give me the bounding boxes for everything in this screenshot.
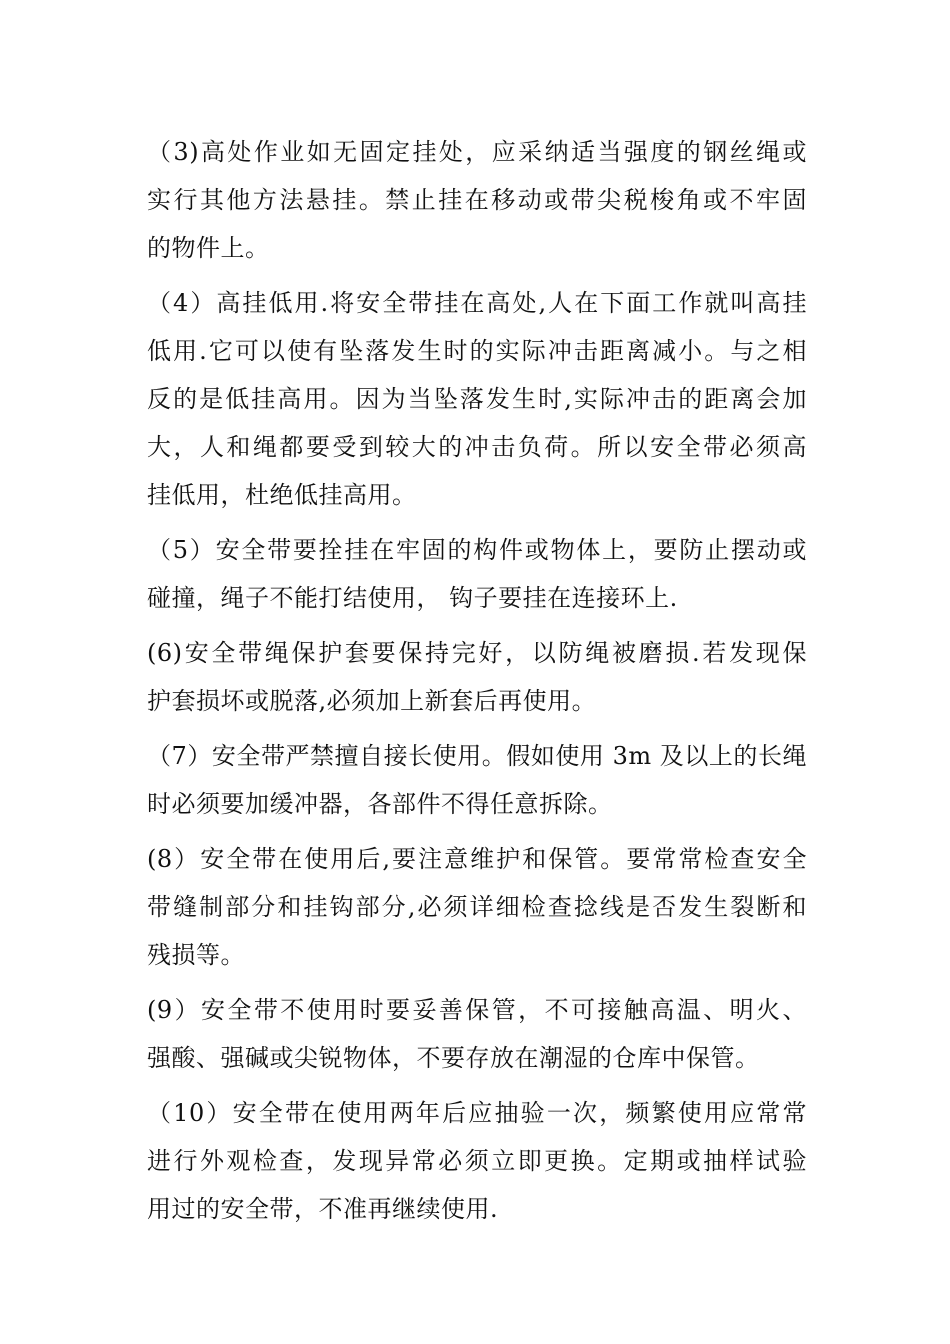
paragraph-line: (8）安全带在使用后,要注意维护和保管。要常常检查安全: [147, 845, 807, 873]
paragraph-line: 实行其他方法悬挂。禁止挂在移动或带尖税梭角或不牢固: [147, 186, 807, 214]
paragraph-line: 低用.它可以使有坠落发生时的实际冲击距离减小。与之相: [147, 337, 807, 365]
paragraph-item-6: [147, 629, 807, 725]
paragraph-line: (6)安全带绳保护套要保持完好，以防绳被磨损.若发现保: [147, 639, 807, 667]
paragraph-line: 强酸、强碱或尖锐物体，不要存放在潮湿的仓库中保管。: [147, 1044, 760, 1072]
paragraph-line: 残损等。: [147, 941, 245, 969]
paragraph-line: 带缝制部分和挂钩部分,必须详细检查捻线是否发生裂断和: [147, 893, 807, 921]
paragraph-line: 时必须要加缓冲器，各部件不得任意拆除。: [147, 790, 613, 818]
paragraph-item-7: [147, 732, 807, 828]
paragraph-line: 用过的安全带，不准再继续使用.: [147, 1195, 499, 1223]
paragraph-line: （5）安全带要拴挂在牢固的构件或物体上，要防止摆动或: [147, 536, 807, 564]
paragraph-line: 碰撞，绳子不能打结使用， 钩子要挂在连接环上.: [147, 584, 678, 612]
paragraph-line: 反的是低挂高用。因为当坠落发生时,实际冲击的距离会加: [147, 385, 807, 413]
paragraph-line: (9）安全带不使用时要妥善保管，不可接触高温、明火、: [147, 996, 807, 1024]
paragraph-line: 护套损坏或脱落,必须加上新套后再使用。: [147, 687, 597, 715]
paragraph-line: （3)高处作业如无固定挂处，应采纳适当强度的钢丝绳或: [147, 138, 807, 166]
paragraph-item-4: [147, 279, 807, 519]
paragraph-line: 大，人和绳都要受到较大的冲击负荷。所以安全带必须高: [147, 433, 807, 461]
paragraph-item-3: [147, 128, 807, 272]
paragraph-line: 挂低用，杜绝低挂高用。: [147, 481, 417, 509]
paragraph-item-9: [147, 986, 807, 1082]
paragraph-line: 的物件上。: [147, 234, 270, 262]
paragraph-line: （7）安全带严禁擅自接长使用。假如使用 3m 及以上的长绳: [147, 742, 807, 770]
document-body: [147, 128, 807, 1240]
paragraph-line: 进行外观检查，发现异常必须立即更换。定期或抽样试验: [147, 1147, 807, 1175]
paragraph-item-8: [147, 835, 807, 979]
paragraph-line: （10）安全带在使用两年后应抽验一次，频繁使用应常常: [147, 1099, 807, 1127]
paragraph-line: （4）高挂低用.将安全带挂在高处,人在下面工作就叫高挂: [147, 289, 807, 317]
paragraph-item-10: [147, 1089, 807, 1233]
paragraph-item-5: [147, 526, 807, 622]
